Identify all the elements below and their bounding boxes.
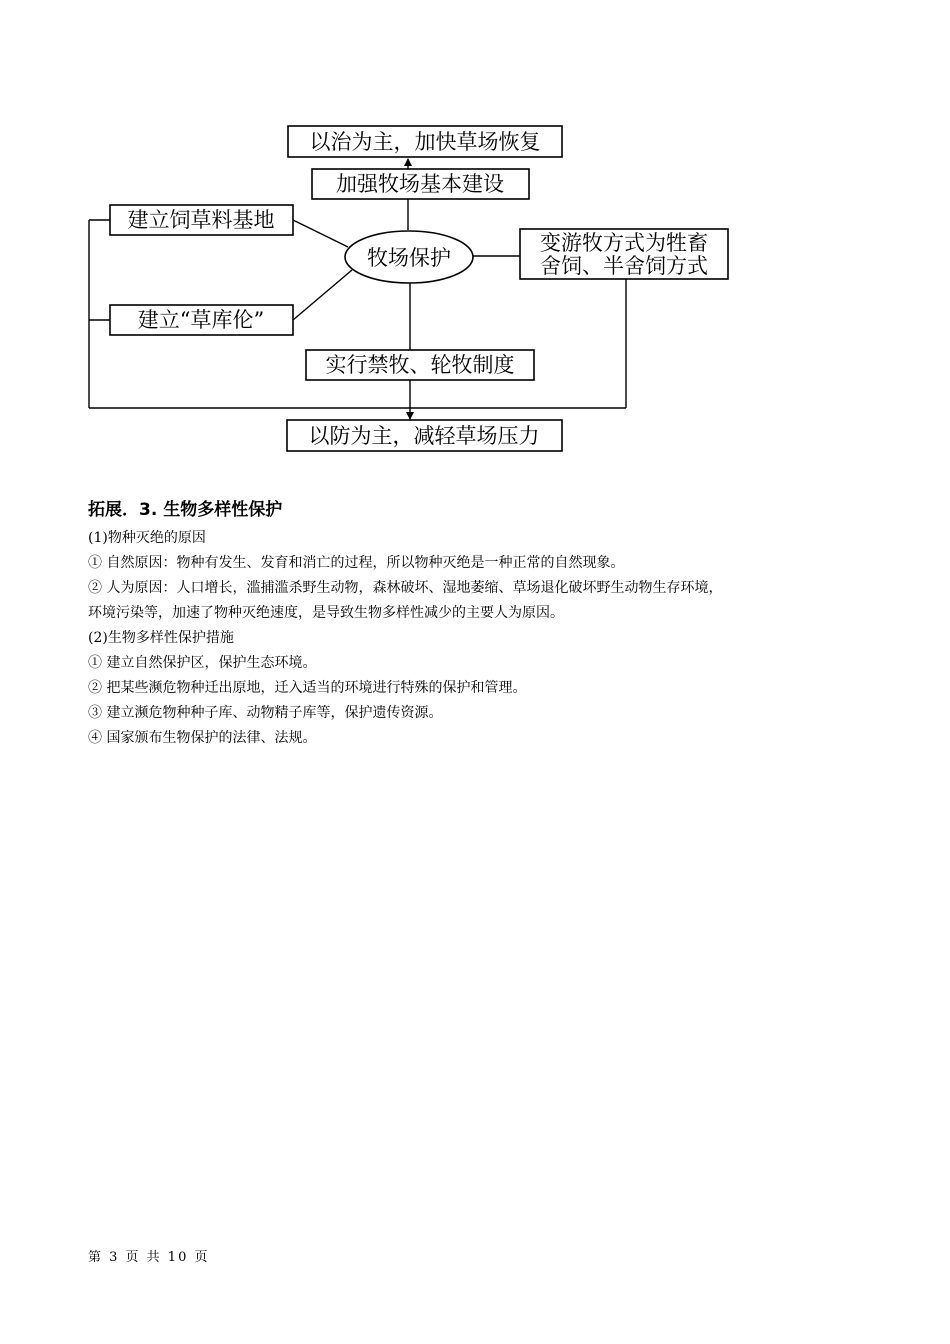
list-item: ② 把某些濒危物种迁出原地，迁入适当的环境进行特殊的保护和管理。 xyxy=(88,680,527,696)
section-heading: 拓展．3. 生物多样性保护 xyxy=(88,500,283,520)
list-item: ② 人为原因：人口增长，滥捕滥杀野生动物，森林破坏、湿地萎缩、草场退化破坏野生动物生存环境， xyxy=(88,580,723,596)
bottom2-label: 以防为主，减轻草场压力 xyxy=(308,424,540,448)
list-item: ① 建立自然保护区，保护生态环境。 xyxy=(88,655,317,671)
left1-label: 建立饲草料基地 xyxy=(127,208,275,232)
list-item: ③ 建立濒危物种种子库、动物精子库等，保护遗传资源。 xyxy=(88,705,443,721)
subheading-extinction-causes: (1)物种灭绝的原因 xyxy=(88,530,206,546)
center-label: 牧场保护 xyxy=(367,246,451,270)
bottom1-label: 实行禁牧、轮牧制度 xyxy=(325,353,515,377)
page-footer: 第 3 页 共 10 页 xyxy=(88,1250,210,1265)
biodiversity-section xyxy=(88,498,888,751)
left2-label: 建立“草库伦” xyxy=(137,308,265,332)
right2-label: 舍饲、半舍饲方式 xyxy=(540,254,708,278)
pasture-protection-diagram xyxy=(0,0,950,470)
list-item: 环境污染等，加速了物种灭绝速度，是导致生物多样性减少的主要人为原因。 xyxy=(88,605,564,621)
top1-label: 以治为主，加快草场恢复 xyxy=(309,130,541,154)
top2-label: 加强牧场基本建设 xyxy=(336,172,504,196)
list-item: ④ 国家颁布生物保护的法律、法规。 xyxy=(88,730,317,746)
subheading-protection-measures: (2)生物多样性保护措施 xyxy=(88,630,234,646)
list-item: ① 自然原因：物种有发生、发育和消亡的过程，所以物种灭绝是一种正常的自然现象。 xyxy=(88,555,625,571)
right1-label: 变游牧方式为牲畜 xyxy=(540,231,708,255)
